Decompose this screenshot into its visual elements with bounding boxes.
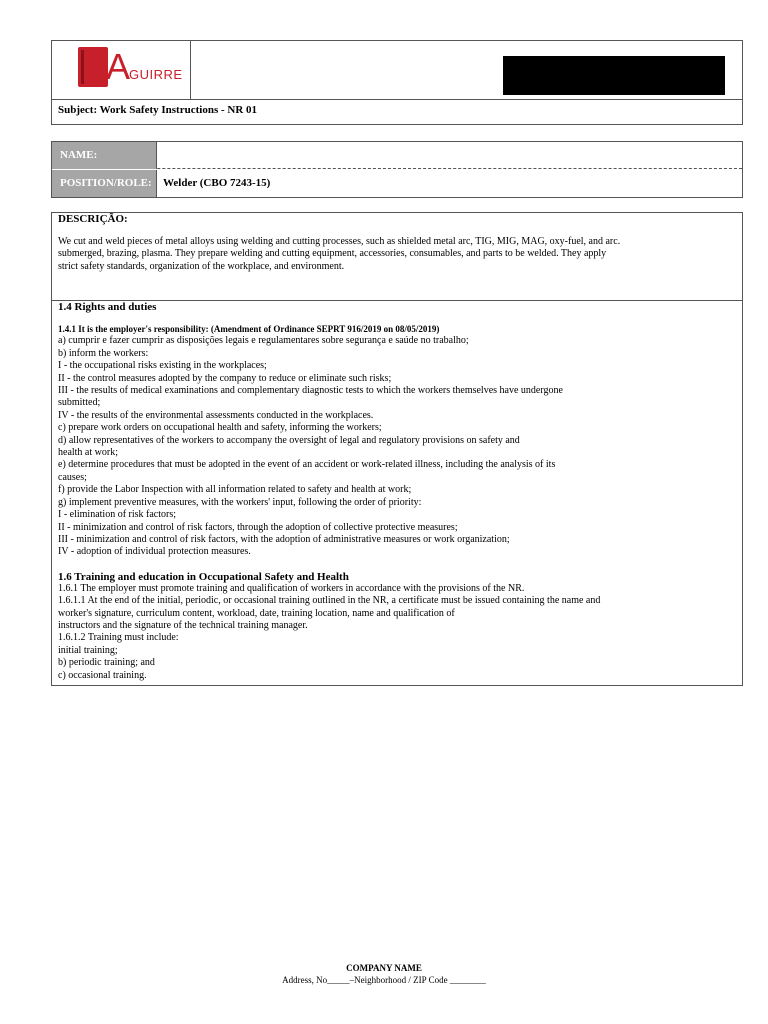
- rights-line: f) provide the Labor Inspection with all information related to safety and health at work;: [58, 484, 412, 496]
- name-value: [156, 142, 742, 169]
- name-label: NAME:: [52, 142, 156, 169]
- training-line: 1.6.1.2 Training must include:: [58, 632, 179, 644]
- description-line: strict safety standards, organization of the workplace, and environment.: [58, 260, 345, 272]
- rights-line: e) determine procedures that must be adopted in the event of an accident or work-related illness, including the analysis of its: [58, 459, 556, 471]
- redacted-title: [503, 56, 725, 95]
- page-footer: [0, 963, 768, 985]
- rights-line: III - minimization and control of risk factors, with the adoption of administrative measures or work organization;: [58, 533, 510, 545]
- training-line: 1.6.1.1 At the end of the initial, periodic, or occasional training outlined in the NR, a certificate must be issued containing the name and: [58, 595, 601, 607]
- description-heading: DESCRIÇÃO:: [58, 213, 128, 225]
- rights-line: II - minimization and control of risk factors, through the adoption of collective protective measures;: [58, 521, 458, 533]
- training-line: 1.6.1 The employer must promote training and qualification of workers in accordance with the provisions of the NR.: [58, 582, 525, 594]
- name-row: [52, 142, 742, 169]
- rights-line: a) cumprir e fazer cumprir as disposições legais e regulamentares sobre segurança e saúde no trabalho;: [58, 335, 469, 347]
- role-row: [52, 170, 742, 197]
- training-line: instructors and the signature of the technical training manager.: [58, 619, 308, 631]
- role-label: POSITION/ROLE:: [52, 170, 156, 197]
- role-value: Welder (CBO 7243-15): [156, 170, 742, 197]
- rights-line: III - the results of medical examinations and complementary diagnostic tests to which the workers themselves have undergone: [58, 385, 563, 397]
- training-line: initial training;: [58, 644, 118, 656]
- identification-table: [51, 141, 743, 198]
- training-line: c) occasional training.: [58, 669, 147, 681]
- rights-line: d) allow representatives of the workers to accompany the oversight of legal and regulatory provisions on safety and: [58, 434, 520, 446]
- training-list: [58, 583, 736, 682]
- training-line: worker's signature, curriculum content, workload, date, training location, name and qualification of: [58, 607, 455, 619]
- rights-line: health at work;: [58, 447, 118, 459]
- footer-address: Address, No_____–Neighborhood / ZIP Code ________: [282, 975, 486, 985]
- description-line: We cut and weld pieces of metal alloys using welding and cutting processes, such as shielded metal arc, TIG, MIG, MAG, oxy-fuel, and arc.: [58, 236, 621, 247]
- rights-line: II - the control measures adopted by the company to reduce or eliminate such risks;: [58, 372, 392, 384]
- description-body: [58, 236, 736, 273]
- rights-line: IV - the results of the environmental assessments conducted in the workplaces.: [58, 409, 374, 421]
- rights-heading: 1.4 Rights and duties: [58, 301, 157, 313]
- rights-line: b) inform the workers:: [58, 347, 149, 359]
- logo-cell: [52, 41, 191, 99]
- document-header: [51, 40, 743, 125]
- subject-line: Subject: Work Safety Instructions - NR 01: [52, 99, 742, 124]
- main-content-box: [51, 212, 743, 686]
- rights-subheading: 1.4.1 It is the employer's responsibility: (Amendment of Ordinance SEPRT 916/2019 on 08/05/2019): [58, 324, 440, 334]
- training-heading: 1.6 Training and education in Occupational Safety and Health: [58, 570, 349, 583]
- rights-list: [58, 335, 736, 558]
- rights-line: I - the occupational risks existing in the workplaces;: [58, 360, 267, 372]
- logo-letter: A: [106, 46, 131, 87]
- description-section: [52, 213, 742, 301]
- rights-line: IV - adoption of individual protection measures.: [58, 546, 251, 558]
- description-line: submerged, brazing, plasma. They prepare welding and cutting equipment, accessories, consumables, and parts to be welded. They apply: [58, 248, 607, 260]
- footer-company: COMPANY NAME: [346, 963, 422, 973]
- logo-wordmark: GUIRRE: [129, 67, 183, 82]
- title-cell: [191, 41, 742, 99]
- rights-line: g) implement preventive measures, with the workers' input, following the order of priority:: [58, 496, 422, 508]
- rights-line: I - elimination of risk factors;: [58, 509, 177, 521]
- rights-line: c) prepare work orders on occupational health and safety, informing the workers;: [58, 422, 382, 434]
- rights-line: submitted;: [58, 397, 101, 409]
- book-icon: [78, 47, 108, 87]
- rights-training-section: [52, 301, 742, 682]
- training-line: b) periodic training; and: [58, 657, 155, 669]
- rights-line: causes;: [58, 471, 87, 483]
